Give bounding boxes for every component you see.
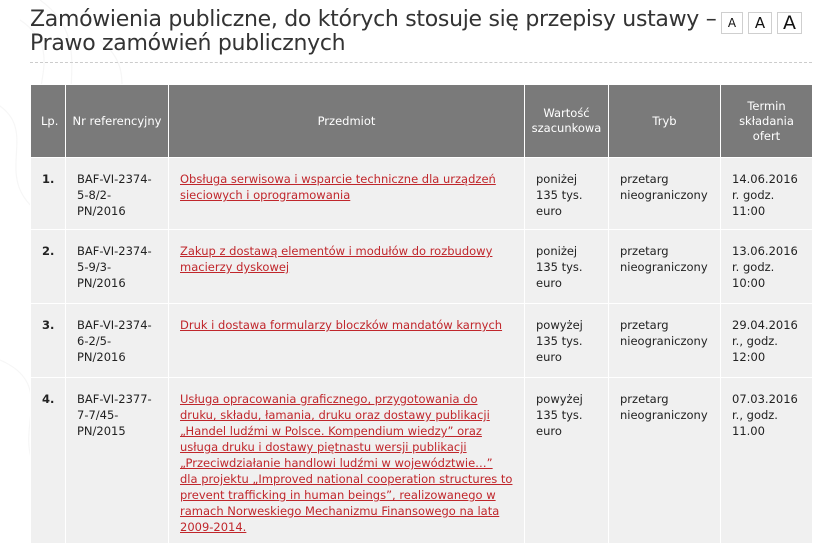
- font-size-small-button[interactable]: A: [721, 12, 743, 34]
- row-deadline: 07.03.2016 r., godz. 11.00: [721, 378, 813, 544]
- row-subject-cell: [169, 158, 525, 230]
- column-header-subject: Przedmiot: [169, 85, 525, 158]
- row-lp: 4.: [31, 378, 66, 544]
- subject-link[interactable]: Zakup z dostawą elementów i modułów do rozbudowy macierzy dyskowej: [180, 244, 493, 274]
- page-title: Zamówienia publiczne, do których stosuje się przepisy ustawy – Prawo zamówień publicznych: [30, 7, 717, 56]
- row-ref: BAF-VI-2374-6-2/5-PN/2016: [66, 304, 169, 378]
- row-value: powyżej 135 tys. euro: [525, 378, 609, 544]
- row-subject-cell: [169, 378, 525, 544]
- subject-link[interactable]: Usługa opracowania graficznego, przygotowania do druku, składu, łamania, druku oraz dostawy publikacji „Handel ludźmi w Polsce. Kompendium wiedzy” oraz usługa druku i dostawy piętnastu wersji publikacji „Przeciwdziałanie handlowi ludźmi w województwie…” dla projektu „Improved national cooperation structures to prevent trafficking in human beings”, realizowanego w ramach Norweskiego Mechanizmu Finansowego na lata 2009-2014.: [180, 392, 513, 534]
- title-divider: [30, 62, 812, 63]
- font-size-large-button[interactable]: A: [777, 12, 802, 34]
- table-row: [31, 378, 813, 544]
- table-row: [31, 158, 813, 230]
- row-deadline: 29.04.2016 r., godz. 12:00: [721, 304, 813, 378]
- subject-link[interactable]: Druk i dostawa formularzy bloczków mandatów karnych: [180, 318, 503, 332]
- column-header-lp: Lp.: [31, 85, 66, 158]
- row-ref: BAF-VI-2377-7-7/45-PN/2015: [66, 378, 169, 544]
- row-value: poniżej 135 tys. euro: [525, 230, 609, 304]
- row-subject-cell: [169, 304, 525, 378]
- table-row: [31, 304, 813, 378]
- row-ref: BAF-VI-2374-5-9/3-PN/2016: [66, 230, 169, 304]
- row-subject-cell: [169, 230, 525, 304]
- row-lp: 3.: [31, 304, 66, 378]
- row-value: powyżej 135 tys. euro: [525, 304, 609, 378]
- font-size-medium-button[interactable]: A: [748, 12, 772, 34]
- column-header-value: Wartość szacunkowa: [525, 85, 609, 158]
- column-header-deadline: Termin składania ofert: [721, 85, 813, 158]
- row-lp: 1.: [31, 158, 66, 230]
- row-mode: przetarg nieograniczony: [609, 304, 721, 378]
- procurement-table: [30, 84, 813, 544]
- font-size-controls: [721, 12, 802, 34]
- table-header-row: [31, 85, 813, 158]
- column-header-ref: Nr referencyjny: [66, 85, 169, 158]
- row-deadline: 14.06.2016 r. godz. 11:00: [721, 158, 813, 230]
- row-mode: przetarg nieograniczony: [609, 158, 721, 230]
- row-mode: przetarg nieograniczony: [609, 378, 721, 544]
- row-lp: 2.: [31, 230, 66, 304]
- row-deadline: 13.06.2016 r. godz. 10:00: [721, 230, 813, 304]
- subject-link[interactable]: Obsługa serwisowa i wsparcie techniczne dla urządzeń sieciowych i oprogramowania: [180, 172, 496, 202]
- title-area: [30, 8, 720, 56]
- table-row: [31, 230, 813, 304]
- row-value: poniżej 135 tys. euro: [525, 158, 609, 230]
- column-header-mode: Tryb: [609, 85, 721, 158]
- row-ref: BAF-VI-2374-5-8/2-PN/2016: [66, 158, 169, 230]
- row-mode: przetarg nieograniczony: [609, 230, 721, 304]
